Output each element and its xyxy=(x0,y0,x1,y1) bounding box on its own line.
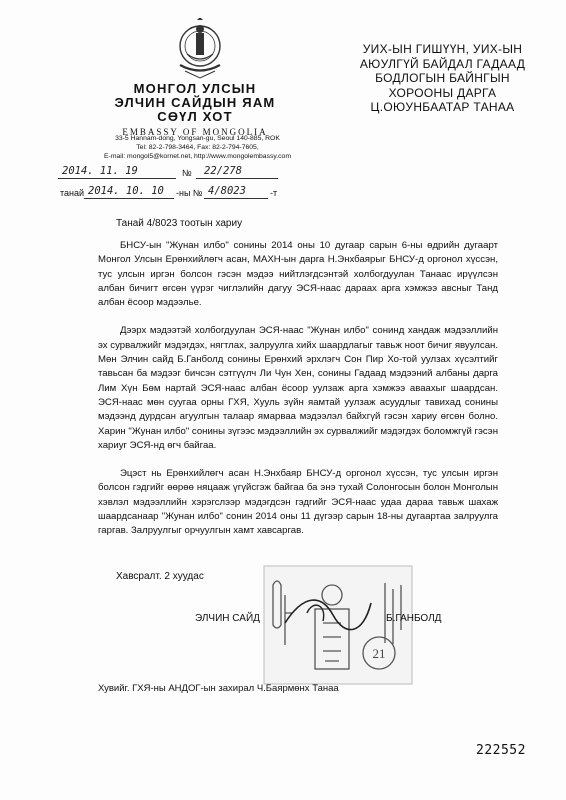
recipient-line4: ХОРООНЫ ДАРГА xyxy=(388,85,497,100)
letter-number: 22/278 xyxy=(204,165,242,177)
recipient-line3: БОДЛОГЫН БАЙНГЫН xyxy=(375,71,510,85)
official-seal-stamp-icon xyxy=(263,565,413,685)
contact-block xyxy=(70,134,325,161)
body-paragraph-2: Дээрх мэдээтэй холбогдуулан ЭСЯ-наас "Жунан илбо" сонинд хандаж мэдээллийн эх сурвалжийг мэдэгдэх, нягтлах, залруулга хийх шаардлагыг тавьж ноот бичиг явуулсан. Мөн Элчин сайд Б.Ганболд сонины Ерөнхий эрхлэгч Сон Пир Хо-той уулзах хүсэлтийг тавьсан ба мэдээг бичсэн сэтгүүлч Ли Чун Хен, сонины Гадаад мэдээний албаны дарга Лим Хүн Бөм нартай ЭСЯ-наас албан ёсоор уулзаж арга хэмжээ аваахыг шаардсан. ЭСЯ-наас мөн суугаа орны ГХЯ, Хууль зүйн яамтай уулзаж асуудлыг тавихад сонины мэдээнд дурдсан агуулгын талаар ямарваа мэдээлэл байхгүй гэсэн хариу өгсөн болно. Харин "Жунан илбо" сонины зүгээс мэдээллийн эх сурвалжийг мэдэгдэх боломжгүй гэсэн хариуг ЭСЯ-нд өгч байгаа. xyxy=(98,325,498,451)
org-city: СӨҮЛ ХОТ xyxy=(157,109,233,124)
recipient-line1: УИХ-ЫН ГИШҮҮН, УИХ-ЫН xyxy=(362,42,523,56)
body-paragraph-1: БНСУ-ын "Жунан илбо" сонины 2014 оны 10 дугаар сарын 6-ны өдрийн дугаарт Монгол Улсын Ерөнхийлөгч асан, МАХН-ын дарга Н.Энхбаярыг БНСУ-д оргонол хүссэн, тус улсын иргэн болсон гэсэн мэдээ нийтлэгдсэнтэй холбогдуулан Танаас ирүүлсэн албан бичигт өгсөн үүрэг чиглэлийн дагуу ЭСЯ-наас дараах арга хэмжээ авсныг Танд албан ёсоор мэдээлье. xyxy=(98,240,498,309)
subject-line: Танай 4/8023 тоотын хариу xyxy=(116,218,243,229)
recipient-block xyxy=(330,42,555,115)
number-label: № xyxy=(182,168,192,178)
body-paragraph-3: Эцэст нь Ерөнхийлөгч асан Н.Энхбаяр БНСУ-д оргонол хүссэн, тус улсын иргэн болсон гэдгийг өөрөө няцааж үгүйсгэж байгаа ба энэ тухай Солонгосын болон Монголын хэвлэл мэдээллийн хэрэгслээр мэдэгдсэн гэдгийг ЭСЯ-наас удаа дараа тавьж шахаж шаардсанаар "Жунан илбо" сонин 2014 оны 11 дүгээр сарын 18-ны дугаартаа залруулга гаргав. Залруулгыг орчуулгын хамт хавсаргав. xyxy=(98,468,498,537)
document-serial-number: 222552 xyxy=(476,743,526,758)
attachment-note: Хавсралт. 2 хуудас xyxy=(116,571,204,582)
letterhead xyxy=(90,82,300,137)
signatory-name: Б.ГАНБОЛД xyxy=(386,613,442,624)
yours-number: 4/8023 xyxy=(208,185,246,197)
address: 33-5 Hannam-dong, Yongsan-gu, Seoul 140-885, ROK xyxy=(115,135,280,142)
letter-date: 2014. 11. 19 xyxy=(62,165,138,177)
stamp-number: 21 xyxy=(372,646,386,661)
org-name-line2: ЭЛЧИН САЙДЫН ЯАМ xyxy=(114,95,276,110)
recipient-line2: АЮУЛГҮЙ БАЙДАЛ ГАДААД xyxy=(359,56,526,71)
org-name-line1: МОНГОЛ УЛСЫН xyxy=(133,81,257,96)
yours-date: 2014. 10. 10 xyxy=(88,185,164,197)
yours-label: танай xyxy=(60,188,85,198)
recipient-line5: Ц.ОЮУНБААТАР ТАНАА xyxy=(370,100,515,114)
phone-fax: Tel: 82-2-798-3464, Fax: 82-2-794-7605, xyxy=(136,144,259,151)
state-emblem-icon xyxy=(175,18,225,80)
yours-suffix: -т xyxy=(270,188,278,198)
email-web: E-mail: mongol5@kornet.net, http://www.mongolembassy.com xyxy=(104,153,291,160)
org-name-en: EMBASSY OF MONGOLIA xyxy=(122,127,268,137)
signatory-title: ЭЛЧИН САЙД xyxy=(195,613,260,624)
copy-recipient: Хувийг. ГХЯ-ны АНДОГ-ын захирал Ч.Баярмөнх Танаа xyxy=(98,683,339,694)
yours-number-label: -ны № xyxy=(176,188,203,198)
letter-body xyxy=(98,239,498,553)
